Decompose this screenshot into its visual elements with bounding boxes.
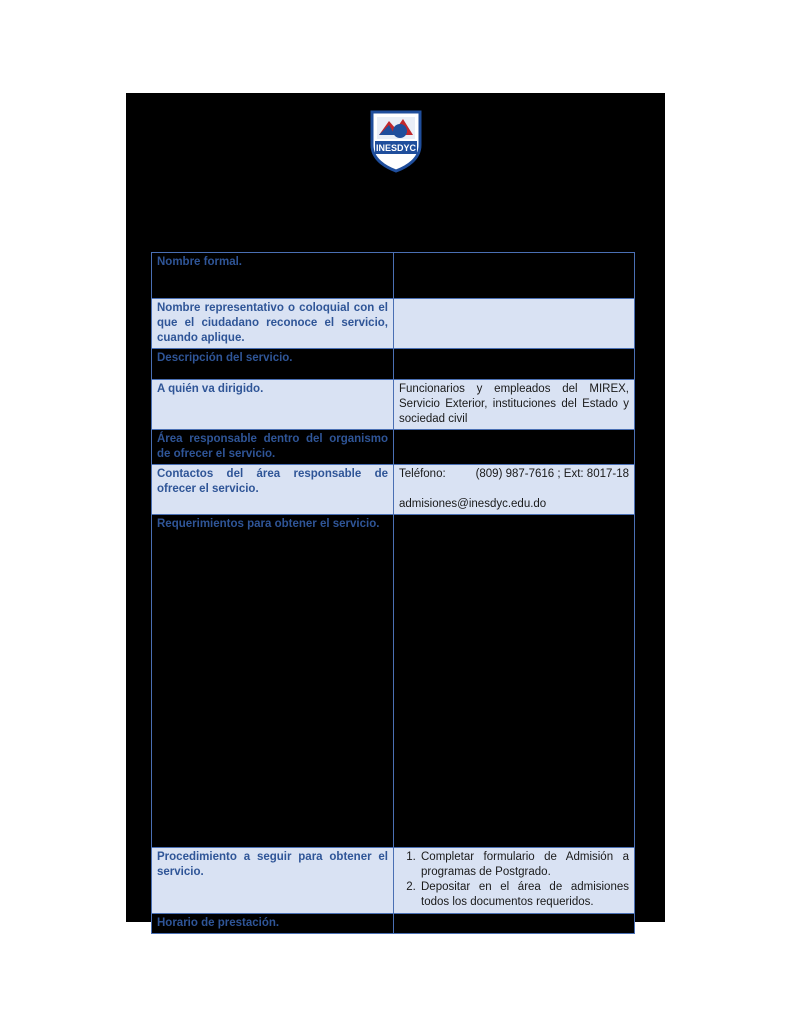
inesdyc-logo-icon <box>369 109 423 173</box>
row-label-descripcion: Descripción del servicio. <box>152 349 394 380</box>
row-label-requerimientos: Requerimientos para obtener el servicio. <box>152 515 394 848</box>
row-label-a-quien: A quién va dirigido. <box>152 380 394 430</box>
table-row <box>152 430 635 465</box>
procedure-step: 2. Depositar en el área de admisiones todos los documentos requeridos. <box>419 880 629 910</box>
table-row <box>152 349 635 380</box>
phone-number: (809) 987-7616 ; Ext: 8017-18 <box>475 468 629 480</box>
table-row <box>152 380 635 430</box>
procedure-steps-list <box>399 850 629 910</box>
row-label-area-responsable: Área responsable dentro del organismo de ofrecer el servicio. <box>152 430 394 465</box>
table-row <box>152 848 635 914</box>
table-row <box>152 465 635 515</box>
row-value-procedimiento <box>394 848 635 914</box>
row-value-a-quien: Funcionarios y empleados del MIREX, Servicio Exterior, instituciones del Estado y sociedad civil <box>394 380 635 430</box>
table-row <box>152 299 635 349</box>
row-label-nombre-formal: Nombre formal. <box>152 253 394 299</box>
row-label-contactos: Contactos del área responsable de ofrecer el servicio. <box>152 465 394 515</box>
table-row <box>152 914 635 934</box>
row-label-procedimiento: Procedimiento a seguir para obtener el servicio. <box>152 848 394 914</box>
row-value-nombre-representativo <box>394 299 635 349</box>
row-value-contactos <box>394 465 635 515</box>
row-label-nombre-representativo: Nombre representativo o coloquial con el que el ciudadano reconoce el servicio, cuando aplique. <box>152 299 394 349</box>
table-row <box>152 253 635 299</box>
row-value-descripcion <box>394 349 635 380</box>
row-label-horario: Horario de prestación. <box>152 914 394 934</box>
row-value-horario <box>394 914 635 934</box>
contact-email: admisiones@inesdyc.edu.do <box>399 498 547 510</box>
row-value-area-responsable <box>394 430 635 465</box>
row-value-nombre-formal <box>394 253 635 299</box>
row-value-requerimientos <box>394 515 635 848</box>
phone-label: Teléfono: <box>399 468 446 480</box>
table-row <box>152 515 635 848</box>
service-info-table <box>151 252 635 934</box>
logo-text: INESDYC <box>375 143 417 153</box>
procedure-step: 1. Completar formulario de Admisión a programas de Postgrado. <box>419 850 629 880</box>
